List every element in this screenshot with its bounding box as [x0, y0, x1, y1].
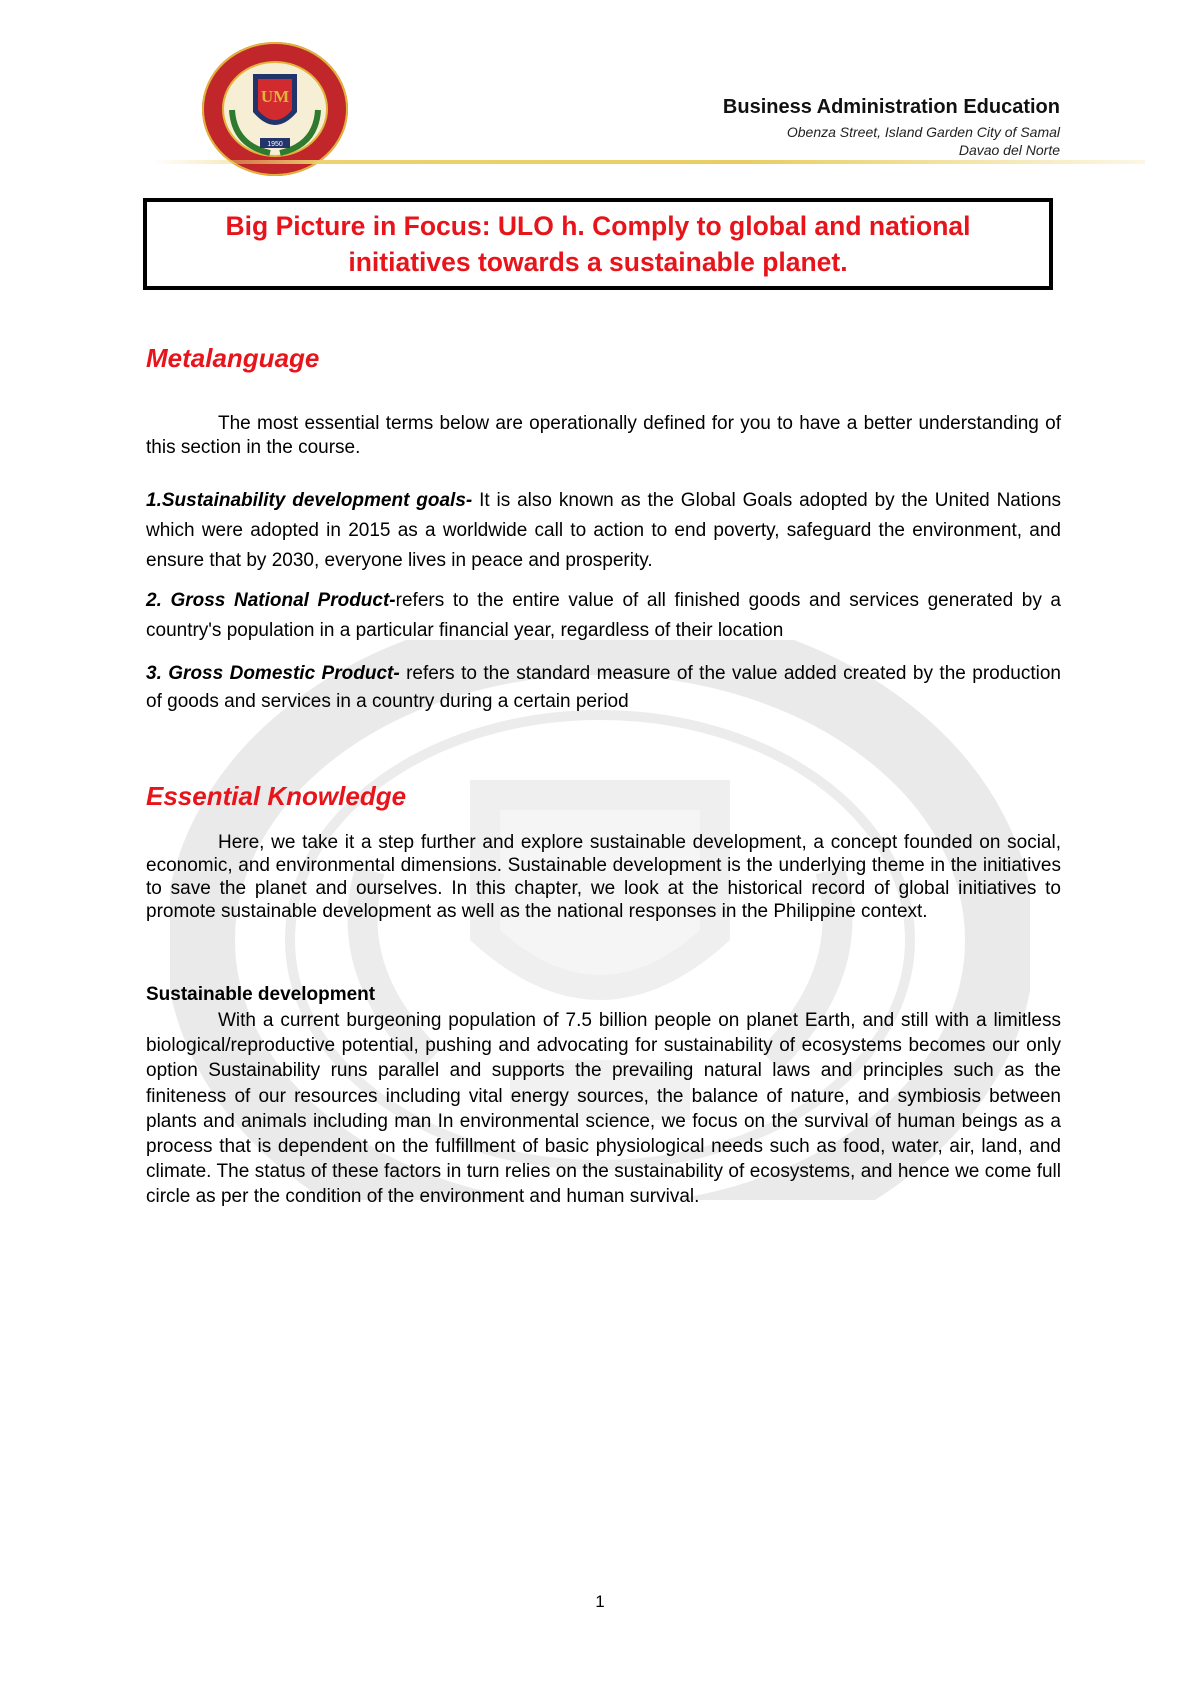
- department-name: Business Administration Education: [722, 96, 1060, 118]
- big-picture-title-line-1: Big Picture in Focus: ULO h. Comply to global and national: [225, 211, 971, 241]
- term-definition: It is also known as the Global Goals adopted by the United Nations which were adopted in 2015 as a worldwide call to action to end poverty, safeguard the environment, and ensure that by 2030, everyone lives in peace and prosperity.: [146, 490, 1062, 571]
- term-definition: refers to the entire value of all finished goods and services generated by a country's population in a particular financial year, regardless of their location: [146, 590, 1061, 641]
- svg-text:UM: UM: [260, 87, 290, 106]
- term-item: [146, 660, 1061, 716]
- sustainable-development-body: With a current burgeoning population of 7.5 billion people on planet Earth, and still with a limitless biological/reproductive potential, pushing and advocating for sustainability of ecosystems becomes our only option Sustainability runs parallel and supports the prevailing natural laws and principles such as the finiteness of our resources including vital energy sources, the balance of nature, and symbiosis between plants and animals including man In environmental science, we focus on the survival of human beings as a process that is dependent on the fulfillment of basic physiological needs such as food, water, air, land, and climate. The status of these factors in turn relies on the sustainability of ecosystems, and hence we come full circle as per the condition of the environment and human survival.: [146, 1010, 1061, 1208]
- address-line-2: Davao del Norte: [958, 142, 1060, 158]
- term-label: 3. Gross Domestic Product-: [146, 663, 400, 684]
- term-label: 2. Gross National Product-: [146, 590, 396, 611]
- big-picture-box: [143, 198, 1053, 290]
- big-picture-title-line-2: initiatives towards a sustainable planet.: [348, 247, 848, 277]
- college-seal-logo: [200, 40, 350, 178]
- term-definition: refers to the standard measure of the value added created by the production of goods and services in a country during a certain period: [146, 663, 1061, 712]
- address-line-1: Obenza Street, Island Garden City of Samal: [786, 124, 1060, 140]
- header-divider: [150, 160, 1145, 164]
- term-item: [146, 486, 1061, 576]
- essential-knowledge-intro: Here, we take it a step further and explore sustainable development, a concept founded on social, economic, and environmental dimensions. Sustainable development is the underlying theme in the initiatives to save the planet and ourselves. In this chapter, we look at the historical record of global initiatives to promote sustainable development as well as the national responses in the Philippine context.: [146, 832, 1061, 922]
- sustainable-development-subheading: Sustainable development: [146, 984, 376, 1005]
- term-item: [146, 586, 1061, 646]
- metalanguage-heading: Metalanguage: [146, 343, 320, 373]
- essential-knowledge-heading: Essential Knowledge: [146, 781, 407, 811]
- big-picture-title: [168, 208, 1028, 280]
- logo-year: 1950: [267, 141, 283, 148]
- term-label: 1.Sustainability development goals-: [146, 490, 473, 511]
- metalanguage-intro: The most essential terms below are operationally defined for you to have a better understanding of this section in the course.: [146, 413, 1061, 458]
- page-number: 1: [595, 1592, 605, 1611]
